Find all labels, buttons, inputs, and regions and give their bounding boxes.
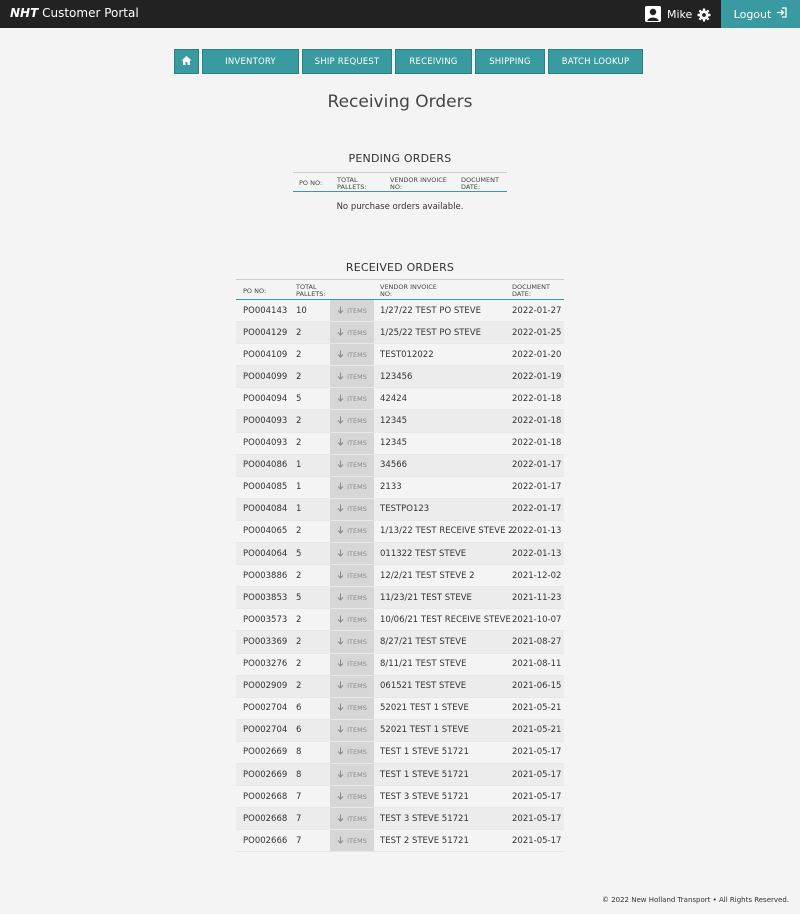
table-row (236, 764, 564, 786)
received-col-po: PO NO: (243, 287, 267, 295)
arrow-down-icon (337, 836, 344, 846)
items-button[interactable] (330, 830, 374, 851)
table-row (236, 344, 564, 366)
pending-orders-title: PENDING ORDERS (348, 152, 452, 165)
received-col-invoice: VENDOR INVOICE NO: (380, 283, 437, 298)
table-row (236, 698, 564, 720)
vendor-invoice: 52021 TEST 1 STEVE (380, 725, 469, 736)
items-label: ITEMS (347, 527, 367, 536)
document-date: 2022-01-13 (512, 548, 562, 559)
pending-col-date: DOCUMENT DATE: (461, 176, 499, 191)
vendor-invoice: TESTPO123 (380, 504, 430, 515)
total-pallets: 2 (296, 416, 302, 427)
brand-name: Customer Portal (38, 6, 139, 20)
vendor-invoice: 011322 TEST STEVE (380, 548, 467, 559)
items-button[interactable] (330, 698, 374, 719)
total-pallets: 6 (296, 703, 302, 714)
items-label: ITEMS (347, 748, 367, 757)
vendor-invoice: TEST 1 STEVE 51721 (380, 769, 469, 780)
received-orders-body (236, 300, 564, 852)
nav-ship-request[interactable]: SHIP REQUEST (302, 49, 392, 74)
table-row (236, 477, 564, 499)
arrow-down-icon (337, 438, 344, 448)
vendor-invoice: 10/06/21 TEST RECEIVE STEVE (380, 614, 511, 625)
table-row (236, 499, 564, 521)
items-button[interactable] (330, 764, 374, 785)
document-date: 2021-05-17 (512, 791, 562, 802)
po-number: PO003573 (243, 614, 288, 625)
po-number: PO004085 (243, 482, 288, 493)
total-pallets: 7 (296, 835, 302, 846)
items-button[interactable] (330, 322, 374, 343)
arrow-down-icon (337, 328, 344, 338)
document-date: 2022-01-17 (512, 504, 562, 515)
total-pallets: 2 (296, 327, 302, 338)
items-button[interactable] (330, 742, 374, 763)
total-pallets: 5 (296, 592, 302, 603)
pending-col-pallets: TOTAL PALLETS: (337, 176, 367, 191)
table-row (236, 322, 564, 344)
nav-receiving[interactable]: RECEIVING (395, 49, 472, 74)
arrow-down-icon (337, 350, 344, 360)
table-row (236, 786, 564, 808)
vendor-invoice: TEST 2 STEVE 51721 (380, 835, 469, 846)
items-button[interactable] (330, 499, 374, 520)
items-button[interactable] (330, 344, 374, 365)
vendor-invoice: 52021 TEST 1 STEVE (380, 703, 469, 714)
po-number: PO002668 (243, 813, 288, 824)
pending-empty-message: No purchase orders available. (336, 202, 464, 212)
po-number: PO002666 (243, 835, 288, 846)
items-label: ITEMS (347, 792, 367, 801)
vendor-invoice: 34566 (380, 460, 408, 471)
arrow-down-icon (337, 416, 344, 426)
arrow-down-icon (337, 814, 344, 824)
total-pallets: 1 (296, 460, 302, 471)
table-row (236, 742, 564, 764)
brand-abbrev: NHT (10, 6, 39, 20)
items-label: ITEMS (347, 770, 367, 779)
items-button[interactable] (330, 808, 374, 829)
arrow-down-icon (337, 571, 344, 581)
items-button[interactable] (330, 521, 374, 542)
document-date: 2021-05-21 (512, 703, 562, 714)
document-date: 2022-01-17 (512, 482, 562, 493)
items-label: ITEMS (347, 417, 367, 426)
vendor-invoice: TEST 3 STEVE 51721 (380, 791, 469, 802)
received-orders-header (236, 279, 564, 300)
items-button[interactable] (330, 676, 374, 697)
logout-label: Logout (733, 7, 772, 21)
arrow-down-icon (337, 460, 344, 470)
items-button[interactable] (330, 433, 374, 454)
document-date: 2021-10-07 (512, 614, 562, 625)
nav-inventory[interactable]: INVENTORY (202, 49, 299, 74)
items-label: ITEMS (347, 615, 367, 624)
items-button[interactable] (330, 300, 374, 321)
vendor-invoice: 42424 (380, 393, 408, 404)
total-pallets: 8 (296, 747, 302, 758)
total-pallets: 5 (296, 548, 302, 559)
total-pallets: 2 (296, 526, 302, 537)
po-number: PO003369 (243, 636, 288, 647)
vendor-invoice: TEST 3 STEVE 51721 (380, 813, 469, 824)
home-button[interactable] (174, 49, 199, 74)
items-button[interactable] (330, 455, 374, 476)
po-number: PO004065 (243, 526, 288, 537)
po-number: PO002909 (243, 681, 288, 692)
document-date: 2021-08-27 (512, 636, 562, 647)
po-number: PO002704 (243, 725, 288, 736)
table-row (236, 410, 564, 432)
total-pallets: 10 (296, 305, 307, 316)
total-pallets: 2 (296, 659, 302, 670)
items-button[interactable] (330, 587, 374, 608)
arrow-down-icon (337, 593, 344, 603)
vendor-invoice: 8/27/21 TEST STEVE (380, 636, 467, 647)
arrow-down-icon (337, 504, 344, 514)
logout-icon (776, 7, 787, 21)
received-orders-table (236, 279, 564, 852)
total-pallets: 6 (296, 725, 302, 736)
items-button[interactable] (330, 565, 374, 586)
document-date: 2022-01-27 (512, 305, 562, 316)
po-number: PO004143 (243, 305, 288, 316)
vendor-invoice: 1/27/22 TEST PO STEVE (380, 305, 481, 316)
document-date: 2021-11-23 (512, 592, 562, 603)
po-number: PO004109 (243, 349, 288, 360)
document-date: 2021-05-17 (512, 813, 562, 824)
pending-col-po: PO NO: (299, 179, 323, 187)
received-orders-title: RECEIVED ORDERS (345, 261, 455, 274)
arrow-down-icon (337, 770, 344, 780)
total-pallets: 2 (296, 438, 302, 449)
total-pallets: 2 (296, 636, 302, 647)
table-row (236, 676, 564, 698)
arrow-down-icon (337, 637, 344, 647)
vendor-invoice: 1/25/22 TEST PO STEVE (380, 327, 481, 338)
items-button[interactable] (330, 388, 374, 409)
arrow-down-icon (337, 792, 344, 802)
footer-copyright: © 2022 New Holland Transport • All Rights Reserved. (601, 896, 789, 904)
items-label: ITEMS (347, 637, 367, 646)
arrow-down-icon (337, 703, 344, 713)
vendor-invoice: 061521 TEST STEVE (380, 681, 467, 692)
items-label: ITEMS (347, 461, 367, 470)
arrow-down-icon (337, 747, 344, 757)
po-number: PO004086 (243, 460, 288, 471)
document-date: 2021-12-02 (512, 570, 562, 581)
table-row (236, 808, 564, 830)
items-button[interactable] (330, 786, 374, 807)
pending-col-invoice: VENDOR INVOICE NO: (390, 176, 447, 191)
vendor-invoice: 12/2/21 TEST STEVE 2 (380, 570, 475, 581)
vendor-invoice: 8/11/21 TEST STEVE (380, 659, 467, 670)
received-col-date: DOCUMENT DATE: (512, 283, 550, 298)
vendor-invoice: 1/13/22 TEST RECEIVE STEVE 2 (380, 526, 514, 537)
total-pallets: 7 (296, 791, 302, 802)
items-label: ITEMS (347, 836, 367, 845)
po-number: PO004094 (243, 393, 288, 404)
po-number: PO002704 (243, 703, 288, 714)
table-row (236, 543, 564, 565)
table-row (236, 587, 564, 609)
items-label: ITEMS (347, 372, 367, 381)
items-label: ITEMS (347, 350, 367, 359)
arrow-down-icon (337, 394, 344, 404)
arrow-down-icon (337, 659, 344, 669)
user-avatar-icon (645, 6, 661, 22)
pending-orders-header (293, 172, 507, 192)
total-pallets: 7 (296, 813, 302, 824)
arrow-down-icon (337, 725, 344, 735)
total-pallets: 2 (296, 570, 302, 581)
po-number: PO003886 (243, 570, 288, 581)
items-label: ITEMS (347, 549, 367, 558)
arrow-down-icon (337, 526, 344, 536)
items-button[interactable] (330, 543, 374, 564)
total-pallets: 2 (296, 614, 302, 625)
total-pallets: 2 (296, 681, 302, 692)
total-pallets: 5 (296, 393, 302, 404)
main-nav (174, 49, 643, 74)
document-date: 2022-01-18 (512, 416, 562, 427)
document-date: 2022-01-18 (512, 393, 562, 404)
table-row (236, 830, 564, 852)
po-number: PO004064 (243, 548, 288, 559)
items-button[interactable] (330, 720, 374, 741)
items-label: ITEMS (347, 328, 367, 337)
document-date: 2021-05-21 (512, 725, 562, 736)
arrow-down-icon (337, 306, 344, 316)
vendor-invoice: TEST012022 (380, 349, 434, 360)
document-date: 2021-05-17 (512, 747, 562, 758)
document-date: 2022-01-20 (512, 349, 562, 360)
vendor-invoice: 123456 (380, 371, 413, 382)
po-number: PO003276 (243, 659, 288, 670)
user-name: Mike (667, 7, 693, 21)
po-number: PO002669 (243, 769, 288, 780)
po-number: PO004093 (243, 438, 288, 449)
document-date: 2021-08-11 (512, 659, 562, 670)
document-date: 2022-01-25 (512, 327, 562, 338)
items-label: ITEMS (347, 439, 367, 448)
po-number: PO004099 (243, 371, 288, 382)
items-button[interactable] (330, 366, 374, 387)
po-number: PO004129 (243, 327, 288, 338)
document-date: 2021-05-17 (512, 835, 562, 846)
arrow-down-icon (337, 681, 344, 691)
vendor-invoice: 12345 (380, 438, 408, 449)
vendor-invoice: 12345 (380, 416, 408, 427)
po-number: PO002668 (243, 791, 288, 802)
items-label: ITEMS (347, 660, 367, 669)
user-menu[interactable] (645, 5, 692, 23)
items-label: ITEMS (347, 505, 367, 514)
items-button[interactable] (330, 609, 374, 630)
total-pallets: 2 (296, 371, 302, 382)
gear-icon[interactable] (697, 7, 711, 21)
document-date: 2022-01-19 (512, 371, 562, 382)
po-number: PO002669 (243, 747, 288, 758)
nav-shipping[interactable]: SHIPPING (475, 49, 545, 74)
document-date: 2022-01-17 (512, 460, 562, 471)
items-label: ITEMS (347, 483, 367, 492)
po-number: PO004084 (243, 504, 288, 515)
home-icon (181, 55, 192, 69)
items-label: ITEMS (347, 704, 367, 713)
vendor-invoice: 11/23/21 TEST STEVE (380, 592, 472, 603)
document-date: 2022-01-13 (512, 526, 562, 537)
arrow-down-icon (337, 549, 344, 559)
items-label: ITEMS (347, 571, 367, 580)
items-label: ITEMS (347, 593, 367, 602)
items-label: ITEMS (347, 726, 367, 735)
po-number: PO004093 (243, 416, 288, 427)
top-navbar (0, 0, 800, 28)
document-date: 2021-06-15 (512, 681, 562, 692)
table-row (236, 720, 564, 742)
items-button[interactable] (330, 654, 374, 675)
document-date: 2021-05-17 (512, 769, 562, 780)
table-row (236, 521, 564, 543)
table-row (236, 654, 564, 676)
table-row (236, 366, 564, 388)
arrow-down-icon (337, 482, 344, 492)
po-number: PO003853 (243, 592, 288, 603)
items-label: ITEMS (347, 394, 367, 403)
document-date: 2022-01-18 (512, 438, 562, 449)
table-row (236, 433, 564, 455)
received-col-pallets: TOTAL PALLETS: (296, 283, 326, 298)
table-row (236, 388, 564, 410)
logout-button[interactable] (721, 0, 800, 28)
items-button[interactable] (330, 477, 374, 498)
items-button[interactable] (330, 410, 374, 431)
table-row (236, 565, 564, 587)
total-pallets: 1 (296, 504, 302, 515)
table-row (236, 300, 564, 322)
table-row (236, 631, 564, 653)
items-label: ITEMS (347, 306, 367, 315)
page-title: Receiving Orders (327, 92, 473, 112)
table-row (236, 455, 564, 477)
nav-batch-lookup[interactable]: BATCH LOOKUP (548, 49, 643, 74)
brand[interactable] (10, 6, 139, 20)
arrow-down-icon (337, 372, 344, 382)
vendor-invoice: TEST 1 STEVE 51721 (380, 747, 469, 758)
total-pallets: 8 (296, 769, 302, 780)
items-button[interactable] (330, 631, 374, 652)
total-pallets: 1 (296, 482, 302, 493)
vendor-invoice: 2133 (380, 482, 402, 493)
items-label: ITEMS (347, 814, 367, 823)
arrow-down-icon (337, 615, 344, 625)
items-label: ITEMS (347, 682, 367, 691)
table-row (236, 609, 564, 631)
total-pallets: 2 (296, 349, 302, 360)
